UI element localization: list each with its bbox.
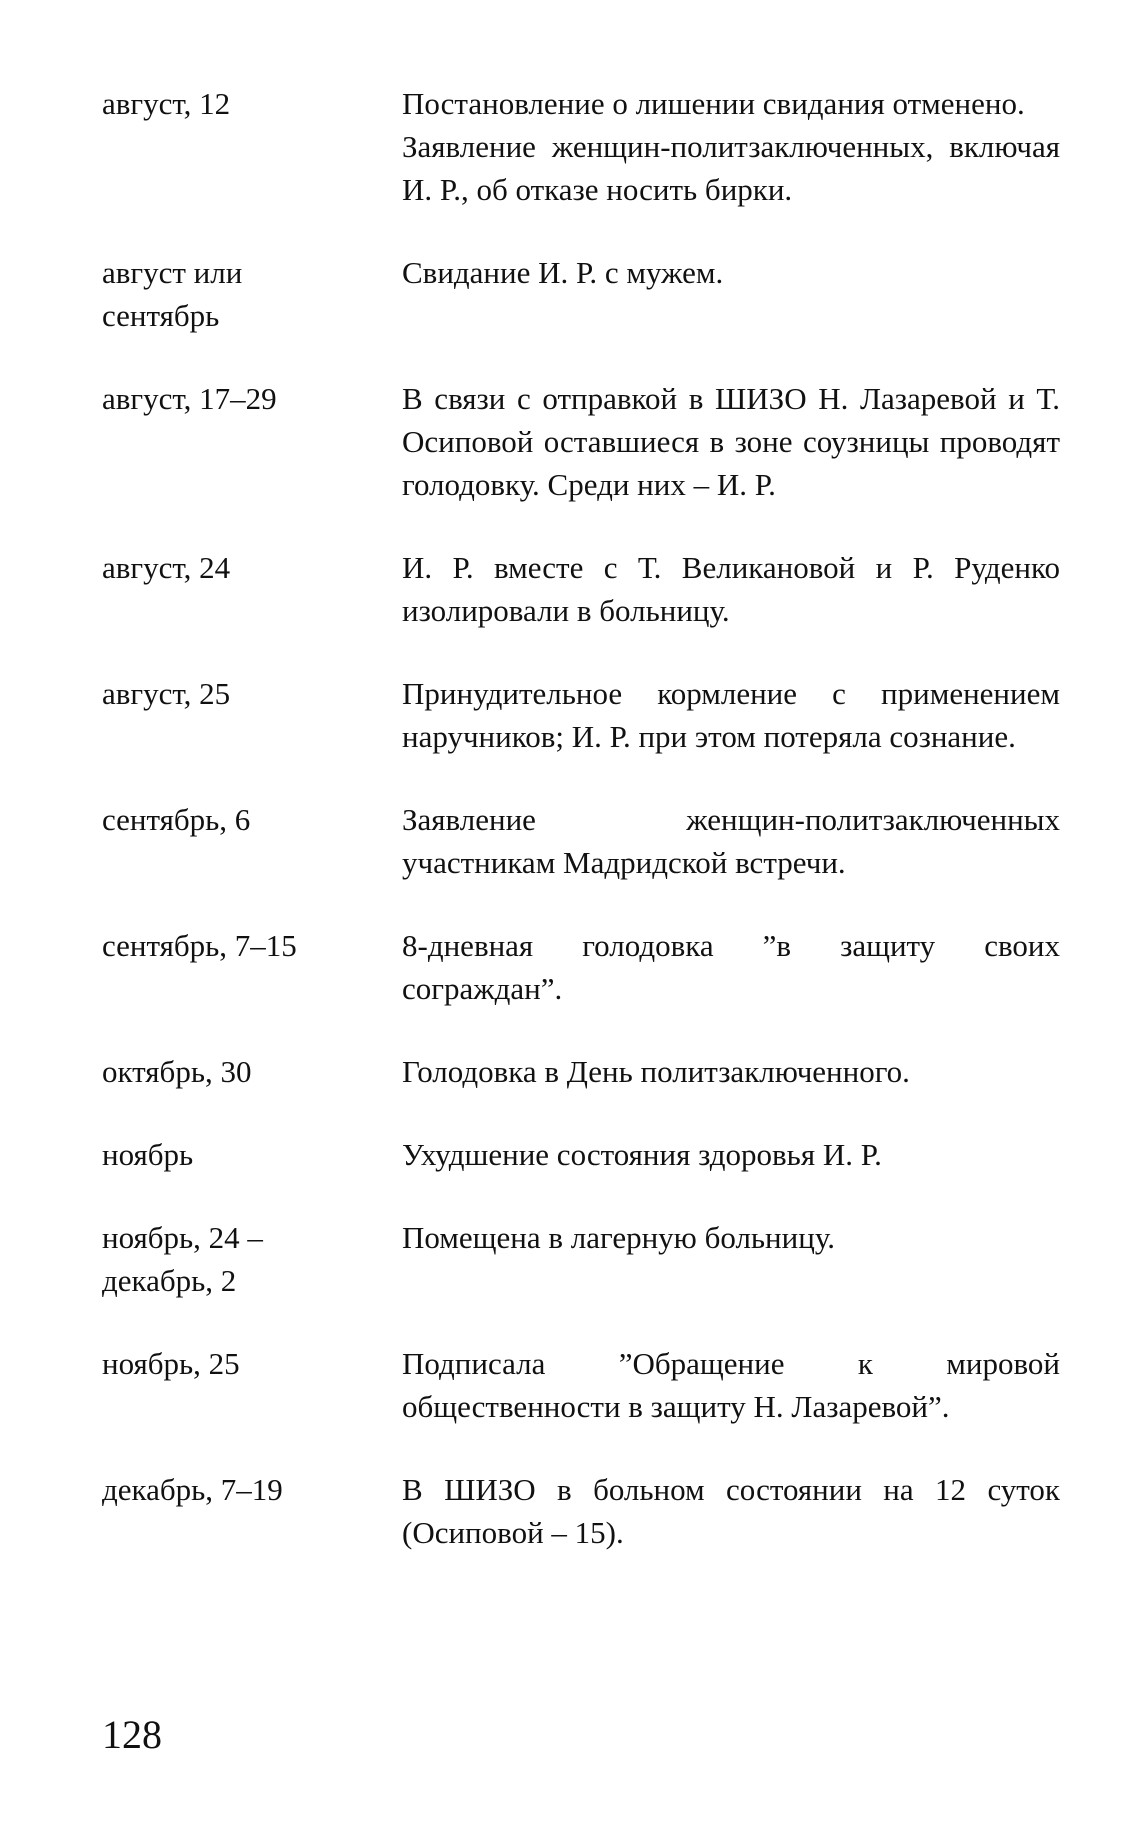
chronology-entry: [102, 1133, 1062, 1176]
entry-text: В ШИЗО в больном состоянии на 12 суток (Осиповой – 15).: [402, 1472, 1060, 1550]
entry-date: сентябрь, 7–15: [102, 928, 297, 963]
entry-date: август, 25: [102, 676, 231, 711]
entry-date: август, 12: [102, 86, 231, 121]
entry-text: 8-дневная голодовка ”в защиту своих сограждан”.: [402, 928, 1060, 1006]
entry-date: ноябрь, 24 – декабрь, 2: [102, 1220, 263, 1298]
entry-text: Подписала ”Обращение к мировой общественности в защиту Н. Лазаревой”.: [402, 1346, 1060, 1424]
entry-text: Голодовка в День политзаключенного.: [402, 1054, 910, 1089]
entry-date: август или сентябрь: [102, 255, 243, 333]
entry-date: ноябрь, 25: [102, 1346, 240, 1381]
entry-text: Заявление женщин-политзаключенных участникам Мадридской встречи.: [402, 802, 1060, 880]
entry-text: Принудительное кормление с применением наручников; И. Р. при этом потеряла сознание.: [402, 676, 1060, 754]
entry-text: Постановление о лишении свидания отменено. Заявление женщин-политзаключенных, включая И. Р., об отказе носить бирки.: [402, 86, 1060, 207]
chronology-list: [102, 82, 1062, 1594]
entry-text: В связи с отправкой в ШИЗО Н. Лазаревой и Т. Осиповой оставшиеся в зоне соузницы проводят голодовку. Среди них – И. Р.: [402, 381, 1060, 502]
entry-date: август, 24: [102, 550, 231, 585]
chronology-entry: [102, 251, 1062, 337]
page-number: 128: [102, 1712, 162, 1757]
chronology-entry: [102, 546, 1062, 632]
chronology-entry: [102, 1216, 1062, 1302]
entry-text: И. Р. вместе с Т. Великановой и Р. Руденко изолировали в больницу.: [402, 550, 1060, 628]
entry-date: октябрь, 30: [102, 1054, 252, 1089]
entry-date: август, 17–29: [102, 381, 277, 416]
chronology-entry: [102, 924, 1062, 1010]
entry-text: Ухудшение состояния здоровья И. Р.: [402, 1137, 882, 1172]
entry-date: декабрь, 7–19: [102, 1472, 283, 1507]
entry-text: Свидание И. Р. с мужем.: [402, 255, 724, 290]
entry-text: Помещена в лагерную больницу.: [402, 1220, 835, 1255]
entry-date: ноябрь: [102, 1137, 194, 1172]
chronology-entry: [102, 1050, 1062, 1093]
chronology-entry: [102, 377, 1062, 506]
entry-date: сентябрь, 6: [102, 802, 251, 837]
chronology-entry: [102, 798, 1062, 884]
chronology-entry: [102, 1468, 1062, 1554]
chronology-entry: [102, 1342, 1062, 1428]
chronology-entry: [102, 82, 1062, 211]
chronology-entry: [102, 672, 1062, 758]
